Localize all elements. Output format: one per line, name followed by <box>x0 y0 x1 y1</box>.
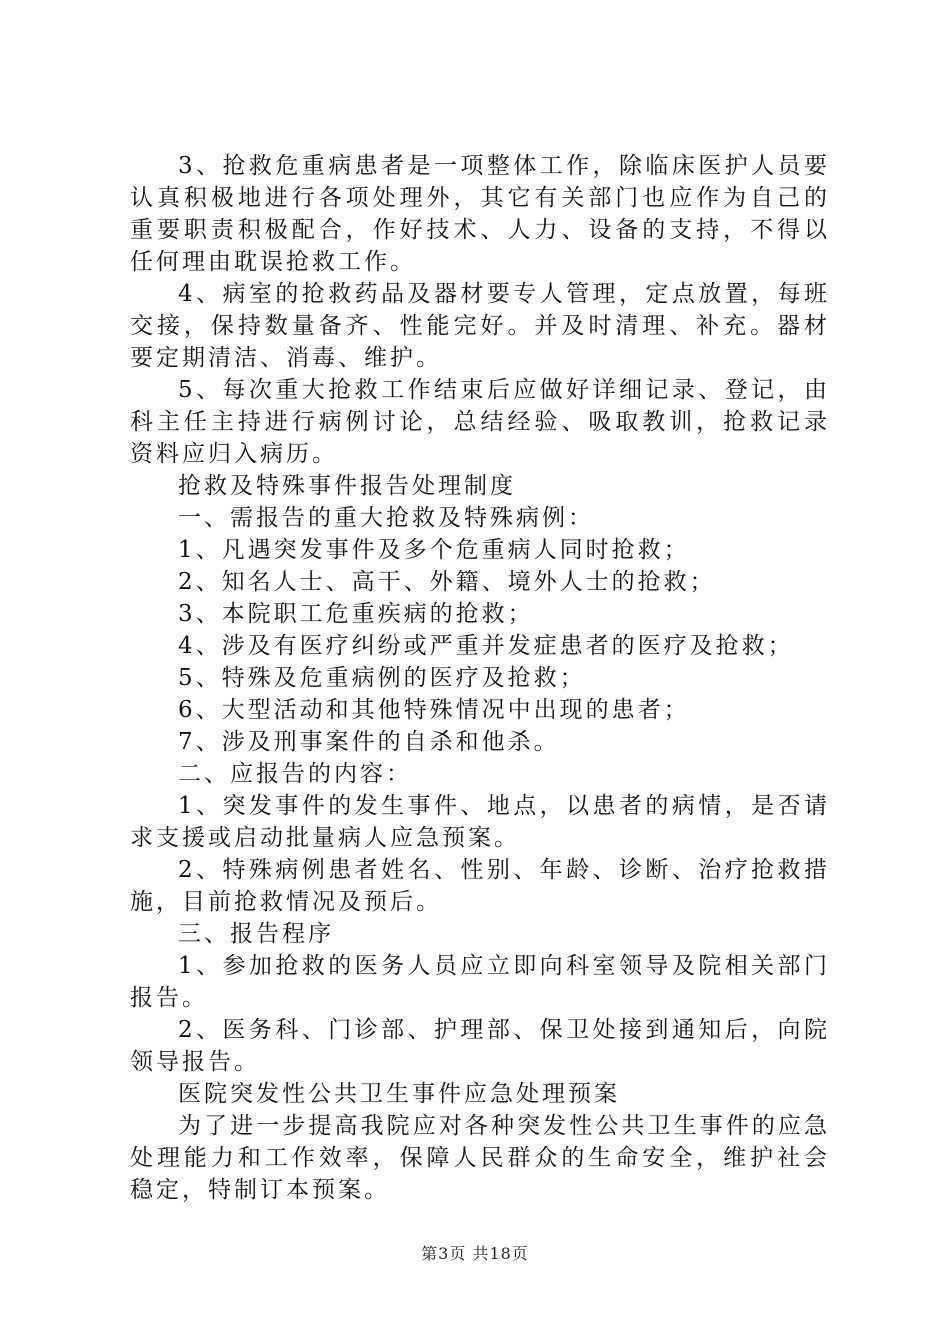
document-body <box>130 150 830 1206</box>
paragraph-rescue-item-3: 3、抢救危重病患者是一项整体工作，除临床医护人员要认真积极地进行各项处理外，其它有关部门也应作为自己的重要职责积极配合，作好技术、人力、设备的支持，不得以任何理由耽误抢救工作。 <box>130 153 830 275</box>
list-item-content-2: 2、特殊病例患者姓名、性别、年龄、诊断、治疗抢救措施，目前抢救情况及预后。 <box>130 857 830 915</box>
paragraph-rescue-item-5: 5、每次重大抢救工作结束后应做好详细记录、登记，由科主任主持进行病例讨论，总结经验、吸取教训，抢救记录资料应归入病历。 <box>130 377 830 467</box>
section-title-emergency-plan: 医院突发性公共卫生事件应急处理预案 <box>178 1081 620 1107</box>
paragraph-rescue-item-4: 4、病室的抢救药品及器材要专人管理，定点放置，每班交接，保持数量备齐、性能完好。并及时清理、补充。器材要定期清洁、消毒、维护。 <box>130 281 830 371</box>
heading-report-content: 二、应报告的内容： <box>178 761 412 787</box>
list-item-procedure-1: 1、参加抢救的医务人员应立即向科室领导及院相关部门报告。 <box>130 953 830 1011</box>
list-item-case-4: 4、涉及有医疗纠纷或严重并发症患者的医疗及抢救； <box>178 633 794 659</box>
list-item-case-5: 5、特殊及危重病例的医疗及抢救； <box>178 665 586 691</box>
list-item-case-6: 6、大型活动和其他特殊情况中出现的患者； <box>178 697 690 723</box>
list-item-case-2: 2、知名人士、高干、外籍、境外人士的抢救； <box>178 569 716 595</box>
page-number-label: 第3页 共18页 <box>421 1244 529 1263</box>
page-footer <box>0 1244 950 1264</box>
paragraph-plan-intro: 为了进一步提高我院应对各种突发性公共卫生事件的应急处理能力和工作效率，保障人民群众的生命安全，维护社会稳定，特制订本预案。 <box>130 1113 830 1203</box>
list-item-procedure-2: 2、医务科、门诊部、护理部、保卫处接到通知后，向院领导报告。 <box>130 1017 830 1075</box>
list-item-case-7: 7、涉及刑事案件的自杀和他杀。 <box>178 729 560 755</box>
heading-cases-to-report: 一、需报告的重大抢救及特殊病例： <box>178 505 594 531</box>
section-title-report-system: 抢救及特殊事件报告处理制度 <box>178 473 516 499</box>
heading-report-procedure: 三、报告程序 <box>178 921 334 947</box>
list-item-content-1: 1、突发事件的发生事件、地点，以患者的病情，是否请求支援或启动批量病人应急预案。 <box>130 793 830 851</box>
list-item-case-3: 3、本院职工危重疾病的抢救； <box>178 601 534 627</box>
list-item-case-1: 1、凡遇突发事件及多个危重病人同时抢救； <box>178 537 690 563</box>
